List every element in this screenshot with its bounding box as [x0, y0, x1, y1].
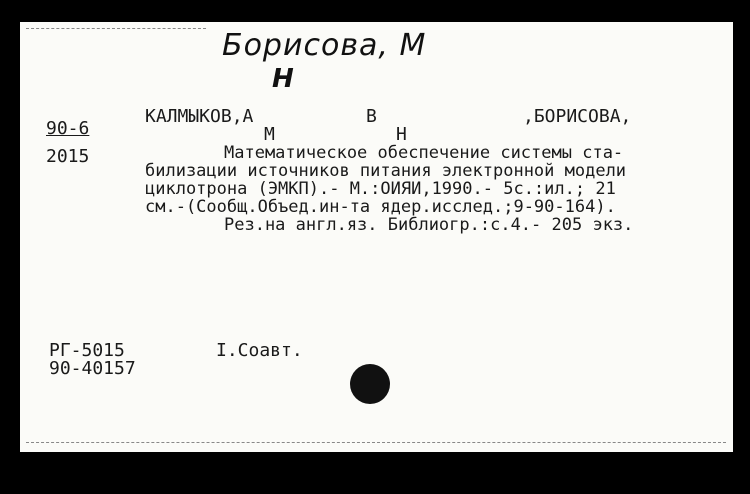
author-initial-m: М	[264, 124, 275, 145]
handwritten-initial: Н	[272, 64, 295, 94]
scan-dotted-line	[26, 28, 206, 29]
description-line-2: билизации источников питания электронной модели	[145, 161, 627, 181]
description-line-5: Рез.на англ.яз. Библиогр.:с.4.- 205 экз.	[224, 215, 634, 235]
coauthor-heading: ,БОРИСОВА,	[523, 106, 632, 127]
accession-number: 90-40157	[49, 358, 136, 379]
description-line-4: см.-(Сообщ.Объед.ин-та ядер.исслед.;9-90-164).	[145, 197, 616, 217]
tracing-note: I.Соавт.	[216, 340, 303, 361]
handwritten-author-name: Борисова, М	[222, 28, 427, 63]
shelf-index: 90-6	[46, 118, 90, 139]
author-heading: КАЛМЫКОВ,А	[145, 106, 254, 127]
card-number: 2015	[46, 146, 90, 167]
scan-dotted-line	[26, 442, 726, 443]
description-line-1: Математическое обеспечение системы ста-	[224, 143, 624, 163]
registration-code: РГ-5015	[49, 340, 125, 361]
card-punch-hole	[350, 364, 390, 404]
description-line-3: циклотрона (ЭМКП).- М.:ОИЯИ,1990.- 5с.:ил.; 21	[145, 179, 616, 199]
author-initial-b: В	[366, 106, 377, 127]
coauthor-initial-n: Н	[396, 124, 407, 145]
